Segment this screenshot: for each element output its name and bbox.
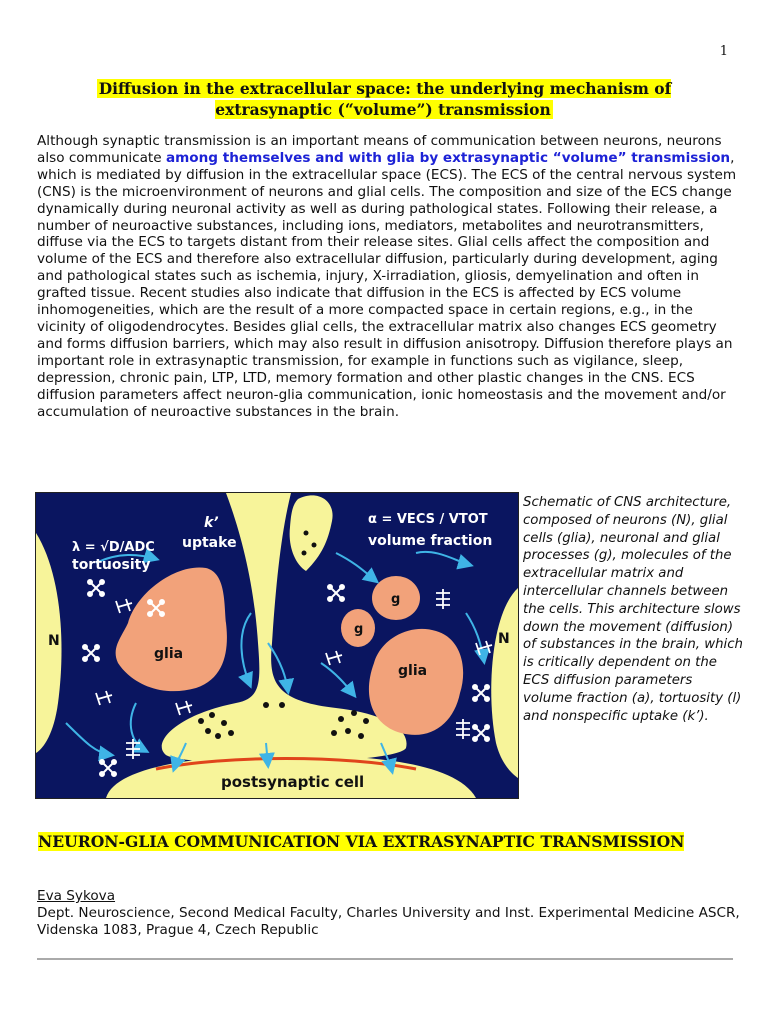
intro-highlight: among themselves and with glia by extrasynaptic “volume” transmission (165, 149, 731, 166)
horizontal-rule (37, 958, 733, 960)
intro-text-before: Although synaptic transmission is an important means of communication between neurons, neurons also communicate (37, 133, 722, 166)
tortuosity-label: tortuosity (72, 557, 151, 573)
author-name: Eva Sykova (37, 888, 116, 904)
page-number: 1 (719, 44, 728, 59)
tortuosity-formula: λ = √D/ADC (72, 540, 155, 555)
intro-text-after: , which is mediated by diffusion in the extracellular space (ECS). The ECS of the central nervous system (CNS) is the microenvironment of neurons and glial cells. The composition and size of the ECS change dynamically during neuronal activity as well as during pathological states. Following their release, a number of neuroactive substances, including ions, mediators, metabolites and neurotransmitters, diffuse via the ECS to targets distant from their release sites. Glial cells affect the composition and volume of the ECS and therefore also extracellular diffusion, particularly during development, aging and pathological states such as ischemia, injury, X-irradiation, gliosis, demyelination and often in grafted tissue. Recent studies also indicate that diffusion in the ECS is affected by ECS volume inhomogeneities, which are the result of a more compacted space in certain regions, e.g., in the vicinity of oligodendrocytes. Besides glial cells, the extracellular matrix also changes ECS geometry and forms diffusion barriers, which may also result in diffusion anisotropy. Diffusion therefore plays an important role in extrasynaptic transmission, for example in functions such as vigilance, sleep, depression, chronic pain, LTP, LTD, memory formation and other plastic changes in the CNS. ECS diffusion parameters affect neuron-glia communication, ionic homeostasis and the movement and/or accumulation of neuroactive substances in the brain. (37, 149, 737, 420)
process-g2-label: g (354, 622, 364, 637)
glia-left-label: glia (154, 646, 184, 662)
process-g1-label: g (391, 592, 401, 607)
uptake-label: uptake (182, 535, 237, 551)
author-affiliation: Dept. Neuroscience, Second Medical Faculty, Charles University and Inst. Experimental Medicine ASCR, Videnska 1083, Prague 4, Czech Republic (37, 905, 740, 938)
cns-schematic-svg (36, 493, 518, 798)
figure-caption: Schematic of CNS architecture, composed of neurons (N), glial cells (glia), neuronal and glial processes (g), molecules of the extracellular matrix and intercellular channels between the cells. This architecture slows down the movement (diffusion) of substances in the brain, which is critically dependent on the ECS diffusion parameters volume fraction (a), tortuosity (l) and nonspecific uptake (k’). (523, 495, 743, 724)
uptake-symbol: k’ (204, 515, 219, 531)
cns-schematic-figure (35, 492, 519, 799)
neuron-right-label: N (498, 631, 510, 647)
neuron-left-label: N (48, 633, 60, 649)
glia-right-label: glia (398, 663, 428, 679)
document-title (38, 78, 730, 120)
document-title-text: Diffusion in the extracellular space: the underlying mechanism of extrasynaptic (“volume”) transmission (98, 79, 672, 119)
intro-paragraph (37, 133, 737, 420)
volume-fraction-label: volume fraction (368, 533, 493, 549)
volume-fraction-formula: α = VECS / VTOT (368, 512, 488, 527)
section-title (38, 832, 728, 852)
section-title-text: NEURON-GLIA COMMUNICATION VIA EXTRASYNAPTIC TRANSMISSION (38, 832, 685, 851)
postsynaptic-label: postsynaptic cell (221, 773, 365, 791)
